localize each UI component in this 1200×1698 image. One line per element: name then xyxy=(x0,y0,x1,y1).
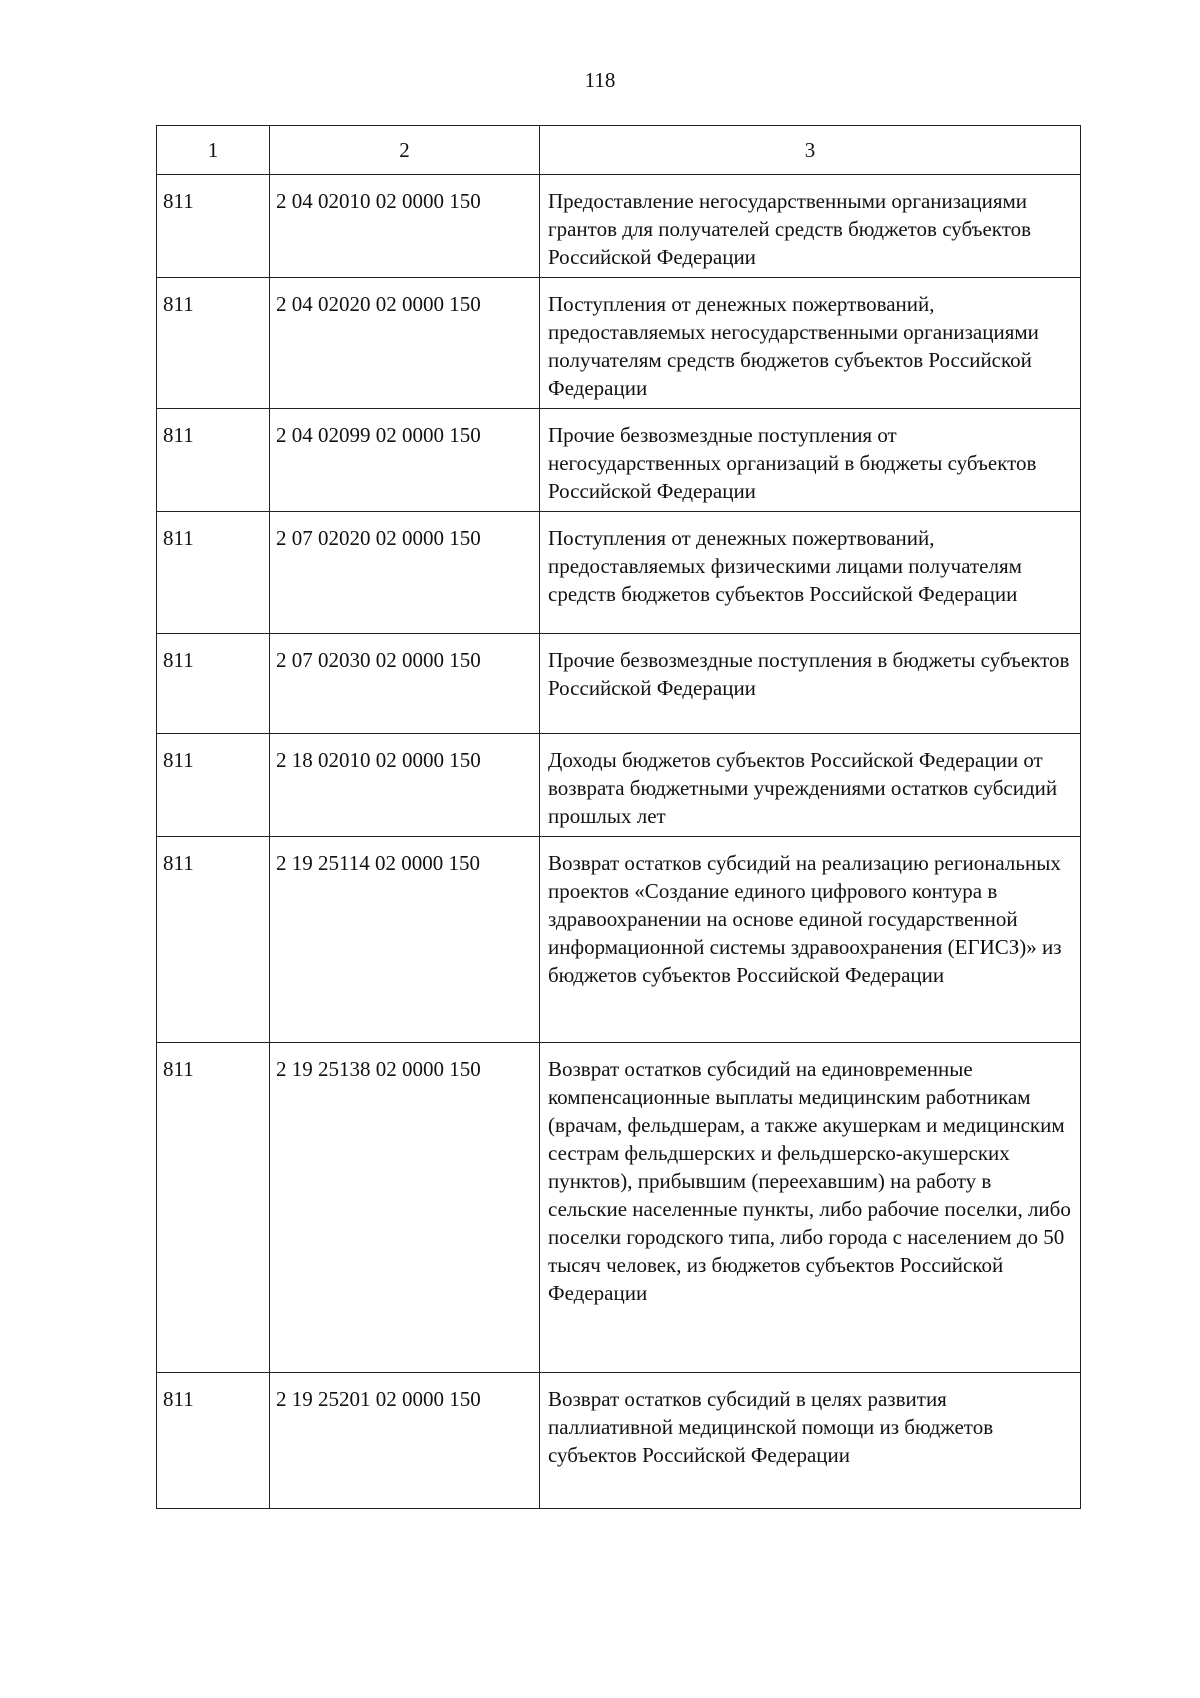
table-row xyxy=(157,634,1081,734)
table-row xyxy=(157,512,1081,634)
table-row xyxy=(157,734,1081,837)
column-header-1: 1 xyxy=(157,126,270,175)
budget-code-cell: 2 04 02010 02 0000 150 xyxy=(270,175,540,278)
description-cell: Доходы бюджетов субъектов Российской Федерации от возврата бюджетными учреждениями остатков субсидий прошлых лет xyxy=(540,734,1081,837)
budget-code-cell: 2 07 02030 02 0000 150 xyxy=(270,634,540,734)
column-header-2: 2 xyxy=(270,126,540,175)
table-header-row xyxy=(157,126,1081,175)
budget-code-cell: 2 07 02020 02 0000 150 xyxy=(270,512,540,634)
admin-code-cell: 811 xyxy=(157,734,270,837)
description-cell: Возврат остатков субсидий на единовременные компенсационные выплаты медицинским работникам (врачам, фельдшерам, а также акушеркам и медицинским сестрам фельдшерских и фельдшерско-акушерских пунктов), прибывшим (переехавшим) на работу в сельские населенные пункты, либо рабочие поселки, либо поселки городского типа, либо города с населением до 50 тысяч человек, из бюджетов субъектов Российской Федерации xyxy=(540,1043,1081,1373)
table-row xyxy=(157,278,1081,409)
admin-code-cell: 811 xyxy=(157,634,270,734)
description-cell: Предоставление негосударственными организациями грантов для получателей средств бюджетов субъектов Российской Федерации xyxy=(540,175,1081,278)
description-cell: Прочие безвозмездные поступления в бюджеты субъектов Российской Федерации xyxy=(540,634,1081,734)
budget-code-cell: 2 19 25201 02 0000 150 xyxy=(270,1373,540,1509)
column-header-3: 3 xyxy=(540,126,1081,175)
table-row xyxy=(157,837,1081,1043)
description-cell: Поступления от денежных пожертвований, предоставляемых негосударственными организациями получателям средств бюджетов субъектов Российской Федерации xyxy=(540,278,1081,409)
budget-code-cell: 2 04 02020 02 0000 150 xyxy=(270,278,540,409)
budget-code-cell: 2 19 25138 02 0000 150 xyxy=(270,1043,540,1373)
admin-code-cell: 811 xyxy=(157,1373,270,1509)
budget-code-cell: 2 04 02099 02 0000 150 xyxy=(270,409,540,512)
admin-code-cell: 811 xyxy=(157,175,270,278)
table-row xyxy=(157,409,1081,512)
table-row xyxy=(157,175,1081,278)
page-number: 118 xyxy=(584,68,616,92)
budget-code-cell: 2 19 25114 02 0000 150 xyxy=(270,837,540,1043)
admin-code-cell: 811 xyxy=(157,837,270,1043)
admin-code-cell: 811 xyxy=(157,1043,270,1373)
description-cell: Прочие безвозмездные поступления от негосударственных организаций в бюджеты субъектов Российской Федерации xyxy=(540,409,1081,512)
admin-code-cell: 811 xyxy=(157,278,270,409)
budget-code-cell: 2 18 02010 02 0000 150 xyxy=(270,734,540,837)
description-cell: Возврат остатков субсидий на реализацию региональных проектов «Создание единого цифрового контура в здравоохранении на основе единой государственной информационной системы здравоохранения (ЕГИСЗ)» из бюджетов субъектов Российской Федерации xyxy=(540,837,1081,1043)
table-row xyxy=(157,1043,1081,1373)
admin-code-cell: 811 xyxy=(157,409,270,512)
admin-code-cell: 811 xyxy=(157,512,270,634)
budget-codes-table xyxy=(156,125,1081,1509)
description-cell: Поступления от денежных пожертвований, предоставляемых физическими лицами получателям средств бюджетов субъектов Российской Федерации xyxy=(540,512,1081,634)
table-row xyxy=(157,1373,1081,1509)
description-cell: Возврат остатков субсидий в целях развития паллиативной медицинской помощи из бюджетов субъектов Российской Федерации xyxy=(540,1373,1081,1509)
